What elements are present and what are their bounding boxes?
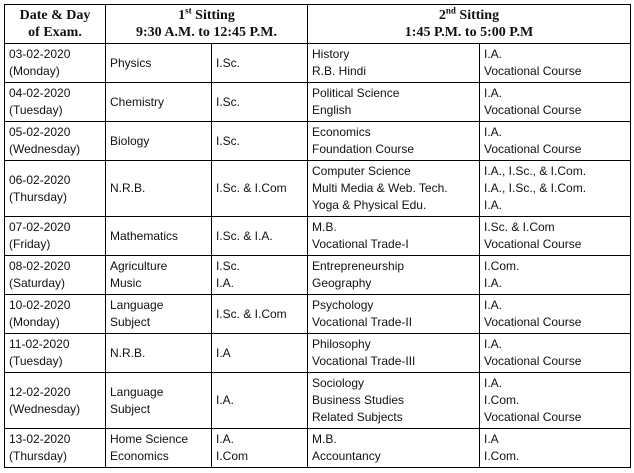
date-day-cell: 10-02-2020 (Monday) xyxy=(5,295,106,334)
first-sitting-stream-cell: I.A. xyxy=(212,373,308,429)
table-row xyxy=(5,217,631,256)
first-sitting-subject-cell: Physics xyxy=(106,44,212,83)
table-row xyxy=(5,429,631,468)
first-sitting-stream-cell: I.A xyxy=(212,334,308,373)
second-sitting-stream-cell: I.A. Vocational Course xyxy=(480,44,631,83)
table-row xyxy=(5,83,631,122)
exam-schedule-table xyxy=(4,4,631,468)
first-sitting-stream-cell: I.Sc. & I.A. xyxy=(212,217,308,256)
table-row xyxy=(5,373,631,429)
first-sitting-time: 9:30 A.M. to 12:45 P.M. xyxy=(135,25,278,40)
first-sitting-stream-cell: I.Sc. I.A. xyxy=(212,256,308,295)
second-sitting-stream-cell: I.A. Vocational Course xyxy=(480,295,631,334)
table-row xyxy=(5,256,631,295)
first-sitting-stream-cell: I.Sc. xyxy=(212,44,308,83)
first-sitting-subject-cell: N.R.B. xyxy=(106,334,212,373)
second-sitting-subject-cell: Psychology Vocational Trade-II xyxy=(308,295,480,334)
date-day-cell: 12-02-2020 (Wednesday) xyxy=(5,373,106,429)
second-sitting-stream-cell: I.A., I.Sc., & I.Com. I.A., I.Sc., & I.Com. I.A. xyxy=(480,161,631,217)
first-sitting-title: 1st Sitting xyxy=(178,5,235,23)
table-row xyxy=(5,334,631,373)
first-sitting-subject-cell: Language Subject xyxy=(106,373,212,429)
first-sitting-stream-cell: I.A. I.Com xyxy=(212,429,308,468)
header-date-day: Date & Day of Exam. xyxy=(5,5,106,44)
first-sitting-subject-cell: Biology xyxy=(106,122,212,161)
table-header xyxy=(5,5,631,44)
date-day-cell: 13-02-2020 (Thursday) xyxy=(5,429,106,468)
second-sitting-time: 1:45 P.M. to 5:00 P.M xyxy=(404,25,534,40)
date-day-cell: 06-02-2020 (Thursday) xyxy=(5,161,106,217)
second-sitting-subject-cell: M.B. Accountancy xyxy=(308,429,480,468)
first-sitting-subject-cell: Chemistry xyxy=(106,83,212,122)
first-sitting-stream-cell: I.Sc. & I.Com xyxy=(212,161,308,217)
header-second-sitting xyxy=(308,5,631,44)
first-sitting-stream-cell: I.Sc. xyxy=(212,83,308,122)
second-sitting-title: 2nd Sitting xyxy=(438,5,500,23)
date-day-cell: 03-02-2020 (Monday) xyxy=(5,44,106,83)
second-sitting-stream-cell: I.A. I.Com. Vocational Course xyxy=(480,373,631,429)
first-sitting-subject-cell: Agriculture Music xyxy=(106,256,212,295)
second-sitting-subject-cell: M.B. Vocational Trade-I xyxy=(308,217,480,256)
first-sitting-subject-cell: Home Science Economics xyxy=(106,429,212,468)
second-sitting-stream-cell: I.A. Vocational Course xyxy=(480,334,631,373)
second-sitting-subject-cell: History R.B. Hindi xyxy=(308,44,480,83)
table-row xyxy=(5,44,631,83)
second-sitting-subject-cell: Entrepreneurship Geography xyxy=(308,256,480,295)
second-sitting-stream-cell: I.Com. I.A. xyxy=(480,256,631,295)
date-day-cell: 05-02-2020 (Wednesday) xyxy=(5,122,106,161)
table-body xyxy=(5,44,631,468)
second-sitting-subject-cell: Economics Foundation Course xyxy=(308,122,480,161)
second-sitting-subject-cell: Computer Science Multi Media & Web. Tech. Yoga & Physical Edu. xyxy=(308,161,480,217)
table-row xyxy=(5,295,631,334)
table-row xyxy=(5,122,631,161)
second-sitting-stream-cell: I.Sc. & I.Com Vocational Course xyxy=(480,217,631,256)
second-sitting-stream-cell: I.A. Vocational Course xyxy=(480,83,631,122)
second-sitting-stream-cell: I.A I.Com. xyxy=(480,429,631,468)
second-sitting-subject-cell: Sociology Business Studies Related Subjects xyxy=(308,373,480,429)
first-sitting-subject-cell: N.R.B. xyxy=(106,161,212,217)
date-day-cell: 04-02-2020 (Tuesday) xyxy=(5,83,106,122)
table-row xyxy=(5,161,631,217)
second-sitting-subject-cell: Political Science English xyxy=(308,83,480,122)
header-first-sitting xyxy=(106,5,308,44)
first-sitting-stream-cell: I.Sc. xyxy=(212,122,308,161)
date-day-cell: 07-02-2020 (Friday) xyxy=(5,217,106,256)
date-day-cell: 11-02-2020 (Tuesday) xyxy=(5,334,106,373)
second-sitting-stream-cell: I.A. Vocational Course xyxy=(480,122,631,161)
first-sitting-stream-cell: I.Sc. & I.Com xyxy=(212,295,308,334)
first-sitting-subject-cell: Mathematics xyxy=(106,217,212,256)
date-day-cell: 08-02-2020 (Saturday) xyxy=(5,256,106,295)
second-sitting-subject-cell: Philosophy Vocational Trade-III xyxy=(308,334,480,373)
first-sitting-subject-cell: Language Subject xyxy=(106,295,212,334)
